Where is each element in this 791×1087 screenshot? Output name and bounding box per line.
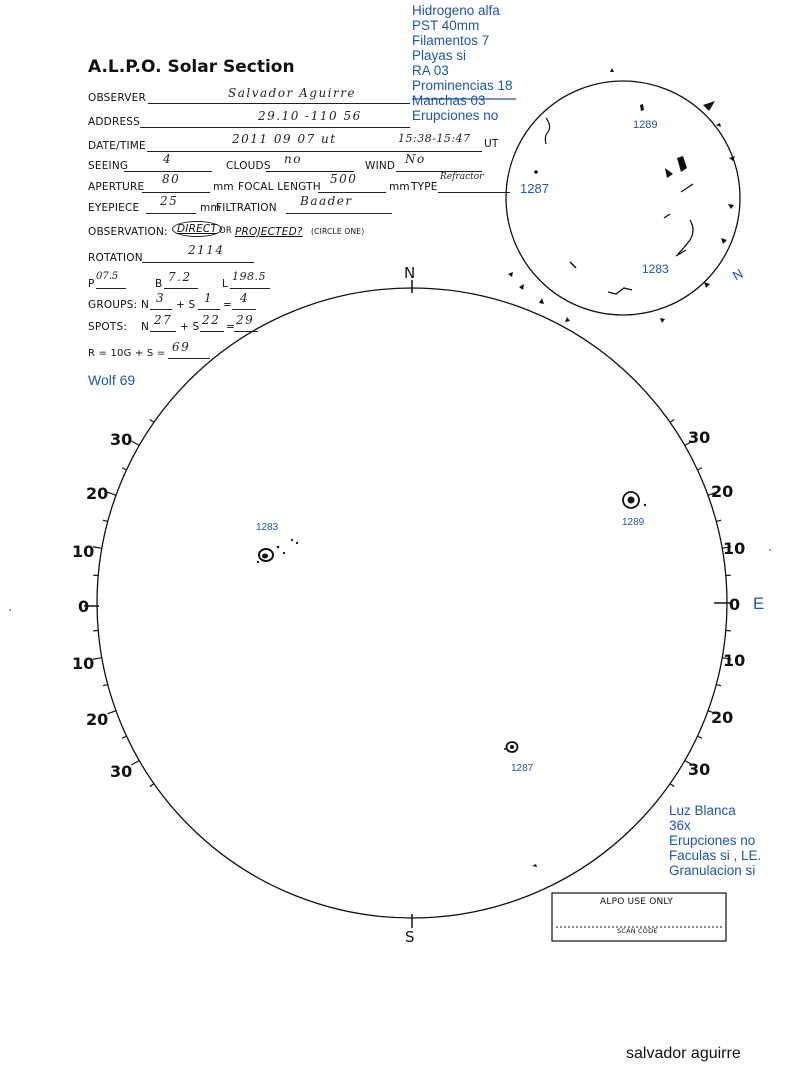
observer-value: Salvador Aguirre [228,86,357,100]
latitude-tick [716,520,721,521]
lat-label-right: 10 [723,651,746,670]
type-value: Refractor [440,172,484,182]
lat-label-right: 30 [688,760,711,779]
direct-option: DIRECT [172,221,222,237]
address-value: 29.10 -110 56 [258,109,362,123]
halpha-line: PST 40mm [412,18,480,33]
type-label: TYPE [411,181,438,193]
filament [681,184,693,192]
address-label: ADDRESS [88,116,141,128]
rotation-label: ROTATION [88,252,143,264]
halpha-region-1283: 1283 [642,262,669,276]
groups-n-value: 3 [156,291,166,305]
filament [677,156,687,172]
sunspot-group-1289 [623,492,646,508]
b-label: B [155,278,163,290]
filament [545,118,549,144]
sunspot [644,504,646,506]
spots-s-label: + S [180,321,200,333]
prominence [565,317,570,322]
filament [570,262,576,268]
filament [665,168,673,178]
filament [664,214,670,218]
scan-mark [9,609,11,611]
eyepiece-mm: mm [200,202,221,214]
halpha-north-label: N [729,265,746,284]
spots-s-value: 22 [202,313,221,327]
scan-mark [769,549,771,551]
observer-label: OBSERVER [88,92,147,104]
halpha-line: Erupciones no [412,108,499,123]
sunspot [296,542,298,544]
alpo-box-title: ALPO USE ONLY [600,897,674,907]
l-value: 198.5 [232,270,266,283]
halpha-region-1289: 1289 [633,119,658,131]
halpha-line: Prominencias 18 [412,78,513,93]
region-label-1289: 1289 [622,517,645,528]
clouds-value: no [284,152,302,166]
latitude-tick [716,685,721,686]
white-light-line: Faculas si , LE. [669,848,762,863]
halpha-region-1287: 1287 [520,181,549,196]
wind-value: No [405,152,426,166]
north-label: N [404,264,416,282]
latitude-tick [150,784,154,787]
main-disk [84,280,734,928]
l-label: L [222,278,229,290]
ut-label: UT [484,138,499,150]
aperture-mm: mm [213,181,234,193]
prominence [703,101,715,111]
sunspot [277,546,280,549]
sunspot-umbra [628,497,635,504]
groups-n-label: N [141,299,150,311]
prominence [716,123,721,127]
lat-label-right: 30 [688,428,711,447]
white-light-line: Luz Blanca [669,803,736,818]
r-value: 69 [172,340,191,354]
halpha-line: Hidrogeno alfa [412,3,500,18]
sunspot-group-1287 [504,742,518,752]
white-light-line: 36x [669,818,691,833]
region-label-1283: 1283 [256,522,279,533]
halpha-line: Manchas 03 [412,93,486,108]
spots-n-value: 27 [154,313,173,327]
eyepiece-value: 25 [160,194,179,208]
projected-option: PROJECTED? [235,226,303,238]
circle-one-note: (CIRCLE ONE) [311,227,365,236]
p-label: P [88,278,95,290]
halpha-disk-outline [506,81,740,315]
white-light-line: Erupciones no [669,833,756,848]
spot-1289 [640,104,644,111]
scan-code-label: SCAN CODE [617,927,658,935]
aperture-value: 80 [162,172,181,186]
lat-label-right: 0 [729,595,741,614]
latitude-tick [122,468,127,470]
spots-label: SPOTS: [88,321,128,333]
spots-n-label: N [141,321,150,333]
latitude-tick [103,685,108,686]
observation-label: OBSERVATION: [88,226,168,238]
prominence [539,298,544,304]
prominence [704,282,710,288]
filtration-value: Baader [300,194,353,208]
latitude-tick [103,520,108,521]
groups-total: 4 [240,291,250,305]
seeing-label: SEEING [88,160,129,172]
sunspot [257,561,259,563]
filtration-label: FILTRATION [216,202,277,214]
date-value: 2011 09 07 ut [232,132,337,146]
sunspot [504,748,506,750]
groups-s-label: + S [176,299,196,311]
halpha-line: RA 03 [412,63,449,78]
lat-label-left: 20 [86,710,109,729]
east-label: E [753,594,765,613]
p-value: 07.5 [96,271,119,282]
latitude-tick [131,761,139,766]
lat-label-left: 10 [72,654,95,673]
prominence [519,284,524,290]
eyepiece-label: EYEPIECE [88,202,140,214]
filament [608,288,632,294]
focal-label: FOCAL LENGTH [238,181,321,193]
signature: salvador aguirre [626,1045,741,1062]
groups-equals: = [223,299,232,311]
lat-label-left: 0 [78,597,90,616]
time-value: 15:38-15:47 [398,132,471,145]
lat-label-left: 30 [110,430,133,449]
aperture-label: APERTURE [88,181,145,193]
prominence [508,272,513,277]
r-formula: R = 10G + S = [88,348,166,359]
region-label-1287: 1287 [511,763,534,774]
focal-mm: mm [389,181,410,193]
groups-s-value: 1 [204,291,214,305]
latitude-tick [697,468,702,470]
seeing-value: 4 [163,152,173,166]
latitude-tick [150,419,154,422]
south-label: S [405,928,415,946]
sunspot [283,552,285,554]
prominence [610,68,614,72]
lat-label-left: 10 [72,542,95,561]
spots-total: 29 [236,313,255,327]
b-value: 7.2 [168,270,192,284]
latitude-tick [697,736,702,738]
sunspot-umbra [510,745,514,749]
lat-label-right: 20 [711,708,734,727]
white-light-line: Granulacion si [669,863,756,878]
focal-value: 500 [330,172,358,186]
clouds-label: CLOUDS [226,160,271,172]
rotation-value: 2114 [188,243,225,257]
latitude-tick [108,492,116,495]
latitude-tick [131,441,139,446]
latitude-tick [108,711,116,714]
latitude-tick [670,419,674,422]
datetime-label: DATE/TIME [88,140,146,152]
latitude-tick [122,736,127,738]
latitude-ticks [93,419,734,786]
groups-label: GROUPS: [88,299,138,311]
halpha-line: Filamentos 7 [412,33,490,48]
prominence [660,318,665,323]
halpha-line: Playas si [412,48,467,63]
wind-label: WIND [365,160,396,172]
spot-mark [532,864,537,867]
latitude-tick [670,784,674,787]
lat-label-left: 20 [86,484,109,503]
or-text: OR [219,226,232,236]
sunspot-group-1283 [257,539,298,563]
spots-equals: = [226,321,235,333]
form-title: A.L.P.O. Solar Section [88,57,295,77]
lat-label-right: 20 [711,482,734,501]
lat-label-left: 30 [110,762,133,781]
wolf-number: Wolf 69 [88,372,136,388]
prominence [721,238,727,244]
main-disk-outline [97,288,727,918]
lat-label-right: 10 [723,539,746,558]
sunspot [291,539,293,541]
spot-1287 [534,170,538,174]
prominence [728,204,734,209]
filament [678,220,693,254]
sunspot-umbra [262,554,268,559]
